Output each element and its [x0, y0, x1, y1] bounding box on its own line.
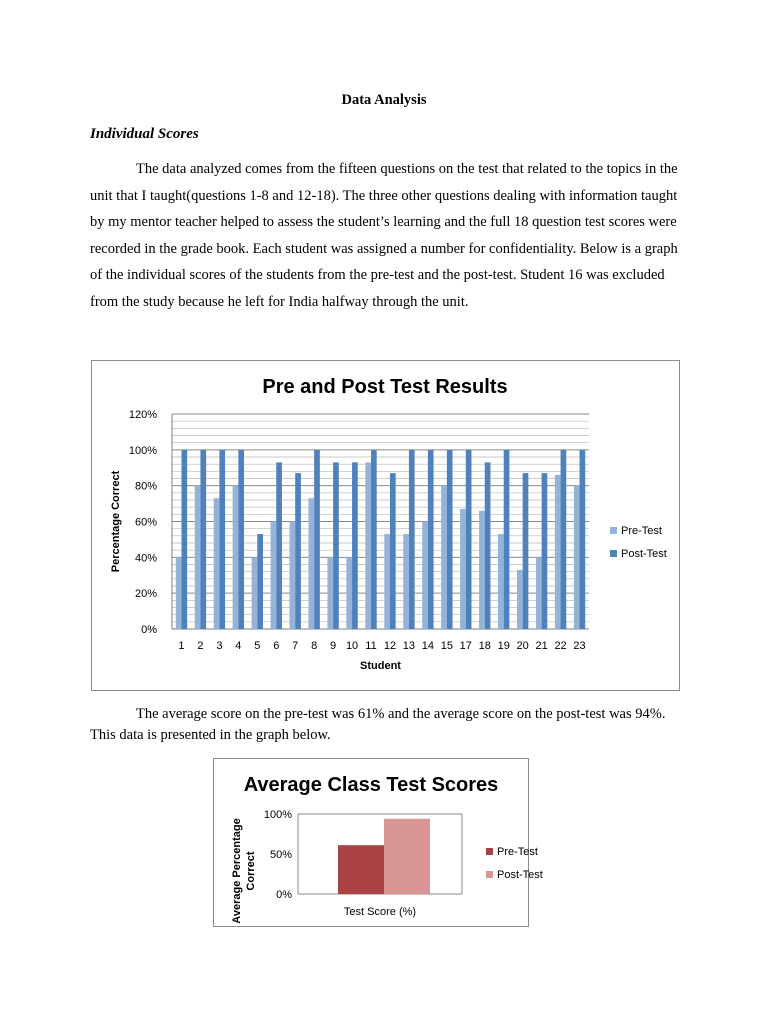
- average-scores-chart-svg: [214, 759, 543, 926]
- x-tick-label: 4: [235, 640, 242, 652]
- legend-label-pre-test: Pre-Test: [497, 846, 538, 858]
- bar-post-test: [333, 462, 339, 629]
- chart-title: Average Class Test Scores: [243, 774, 499, 796]
- bar-pre-test: [403, 534, 409, 629]
- y-tick-label: 60%: [134, 516, 157, 529]
- average-scores-chart: [213, 758, 543, 927]
- bar-pre-test: [479, 511, 485, 629]
- legend-swatch-post-test: [610, 550, 617, 557]
- y-tick-label: 0%: [141, 624, 157, 636]
- x-tick-label: 20: [516, 640, 529, 652]
- bar-post-test: [485, 462, 491, 629]
- y-tick-label: 120%: [128, 409, 157, 421]
- y-axis-label: Percentage Correct: [110, 470, 122, 573]
- y-tick-label: 40%: [134, 552, 157, 565]
- page-heading: Data Analysis: [341, 92, 427, 108]
- bar-pre-test: [214, 498, 220, 629]
- bar-pre-test: [252, 557, 258, 629]
- x-tick-label: 8: [311, 640, 318, 652]
- legend-label-post-test: Post-Test: [621, 548, 667, 560]
- y-tick-label: 100%: [263, 809, 292, 821]
- bar-post-test: [504, 450, 510, 629]
- x-tick-label: 13: [402, 640, 416, 652]
- y-tick-label: 80%: [134, 480, 157, 493]
- paragraph-average-scores: The average score on the pre-test was 61% and the average score on the post-test was 94%. This data is presented in the graph below.: [90, 706, 666, 743]
- x-axis-label: Student: [360, 660, 401, 672]
- section-subheading: Individual Scores: [90, 126, 199, 142]
- bar-post-test: [561, 450, 567, 629]
- x-tick-label: 3: [216, 640, 223, 652]
- bar-post-test: [219, 450, 225, 629]
- bar-pre-test: [176, 557, 182, 629]
- legend-label-post-test: Post-Test: [497, 869, 543, 881]
- x-axis-label: Test Score (%): [343, 906, 417, 918]
- x-tick-label: 12: [383, 640, 397, 652]
- pre-post-test-chart-svg: [92, 361, 679, 690]
- bar-pre-test: [271, 522, 277, 630]
- bar-post-test: [580, 450, 586, 629]
- x-tick-label: 11: [365, 640, 377, 652]
- paragraph-individual-scores: The data analyzed comes from the fifteen questions on the test that related to the topics in the unit that I taught(questions 1-8 and 12-18). The three other questions dealing with information taught by my mentor teacher helped to assess the student’s learning and the full 18 question test scores were recorded in the grade book. Each student was assigned a number for confidentiality. Below is a graph of the individual scores of the students from the pre-test and the post-test. Student 16 was excluded from the study because he left for India halfway through the unit.: [90, 161, 678, 310]
- bar-pre-test: [574, 486, 580, 629]
- bar-pre-test: [290, 522, 296, 630]
- bar-post-test: [295, 473, 301, 629]
- x-tick-label: 1: [178, 640, 185, 652]
- bar-post-test: [409, 450, 415, 629]
- bar-pre-test: [460, 509, 466, 629]
- legend-swatch-post-test: [486, 871, 493, 878]
- bar-pre-test: [308, 498, 314, 629]
- x-tick-label: 7: [292, 640, 299, 652]
- legend-swatch-pre-test: [486, 848, 493, 855]
- bar-post-test: [384, 819, 430, 894]
- bar-pre-test: [422, 522, 428, 630]
- x-tick-label: 21: [535, 640, 548, 652]
- x-tick-label: 17: [459, 640, 472, 652]
- pre-post-test-chart: [91, 360, 680, 691]
- y-tick-label: 20%: [134, 588, 157, 601]
- bar-post-test: [276, 462, 282, 629]
- x-tick-label: 5: [254, 640, 261, 652]
- bar-pre-test: [233, 486, 239, 629]
- bar-post-test: [181, 450, 187, 629]
- bar-post-test: [466, 450, 472, 629]
- bar-post-test: [542, 473, 548, 629]
- bar-pre-test: [555, 475, 561, 629]
- x-tick-label: 6: [273, 640, 280, 652]
- y-axis-label-line2: Correct: [245, 851, 257, 891]
- y-tick-label: 100%: [128, 444, 157, 457]
- x-tick-label: 19: [497, 640, 510, 652]
- bar-post-test: [200, 450, 206, 629]
- bar-pre-test: [441, 486, 447, 629]
- y-tick-label: 0%: [276, 889, 292, 901]
- bar-post-test: [352, 462, 358, 629]
- bar-post-test: [523, 473, 529, 629]
- y-tick-label: 50%: [269, 849, 292, 861]
- x-tick-label: 23: [573, 640, 586, 652]
- bar-post-test: [314, 450, 320, 629]
- x-tick-label: 22: [554, 640, 567, 652]
- legend-label-pre-test: Pre-Test: [621, 525, 662, 537]
- legend-swatch-pre-test: [610, 527, 617, 534]
- x-tick-label: 15: [440, 640, 453, 652]
- bar-pre-test: [327, 557, 333, 629]
- bar-pre-test: [195, 486, 201, 629]
- bar-pre-test: [346, 557, 352, 629]
- x-tick-label: 9: [330, 640, 337, 652]
- x-tick-label: 18: [478, 640, 491, 652]
- bar-pre-test: [517, 570, 523, 629]
- x-tick-label: 2: [197, 640, 204, 652]
- bar-post-test: [257, 534, 263, 629]
- bar-post-test: [371, 450, 377, 629]
- y-axis-label: [231, 818, 257, 923]
- bar-pre-test: [498, 534, 504, 629]
- bar-post-test: [390, 473, 396, 629]
- bar-pre-test: [338, 845, 384, 894]
- y-axis-label-line1: Average Percentage: [231, 818, 243, 924]
- bar-post-test: [447, 450, 453, 629]
- bar-post-test: [238, 450, 244, 629]
- x-tick-label: 14: [421, 640, 435, 652]
- chart-title: Pre and Post Test Results: [262, 376, 508, 398]
- bar-pre-test: [536, 557, 542, 629]
- bar-post-test: [428, 450, 434, 629]
- bar-pre-test: [384, 534, 390, 629]
- bar-pre-test: [365, 462, 371, 629]
- x-tick-label: 10: [345, 640, 359, 652]
